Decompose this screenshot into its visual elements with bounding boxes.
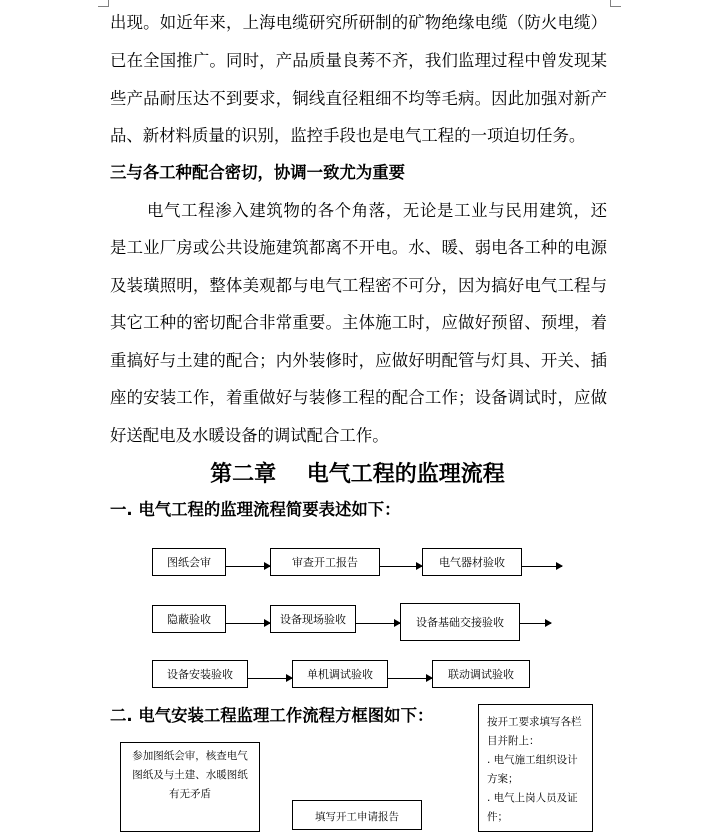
flow-step-concealed-acceptance: 隐蔽验收 bbox=[152, 605, 226, 633]
frame-box-line: 有无矛盾 bbox=[169, 788, 211, 800]
paragraph-line: 电气工程渗入建筑物的各个角落，无论是工业与民用建筑，还 bbox=[147, 201, 607, 220]
paragraph-line: 已在全国推广。同时，产品质量良莠不齐，我们监理过程中曾发现某 bbox=[110, 51, 607, 70]
page-corner-mark-left bbox=[98, 0, 109, 7]
frame-box-line: 图纸及与土建、水暖图纸 bbox=[132, 769, 248, 781]
flow-arrow bbox=[226, 566, 270, 567]
flow-step-install-acceptance: 设备安装验收 bbox=[152, 660, 248, 688]
flow-step-onsite-acceptance: 设备现场验收 bbox=[270, 605, 356, 633]
paragraph-line: 是工业厂房或公共设施建筑都离不开电。水、暖、弱电各工种的电源 bbox=[110, 238, 607, 257]
section-heading-two: 二. 电气安装工程监理工作流程方框图如下： bbox=[110, 706, 434, 725]
frame-box-line: 件； bbox=[487, 811, 508, 823]
page-corner-mark-right bbox=[610, 0, 621, 7]
frame-box-line: 方案； bbox=[487, 773, 519, 785]
flow-step-linked-test: 联动调试验收 bbox=[432, 660, 530, 688]
flow-arrow bbox=[380, 566, 422, 567]
frame-box-start-application: 填写开工申请报告 bbox=[292, 800, 422, 830]
frame-box-line: 目并附上： bbox=[487, 735, 540, 747]
section-heading-three: 三与各工种配合密切，协调一致尤为重要 bbox=[110, 163, 406, 182]
flow-arrow bbox=[388, 678, 432, 679]
paragraph-line: 其它工种的密切配合非常重要。主体施工时，应做好预留、预埋，着 bbox=[110, 313, 607, 332]
frame-box-start-requirements bbox=[478, 704, 593, 832]
chapter-title: 第二章 电气工程的监理流程 bbox=[210, 461, 505, 487]
flow-step-foundation-handover: 设备基础交接验收 bbox=[400, 603, 520, 641]
paragraph-line: 重搞好与土建的配合；内外装修时，应做好明配管与灯具、开关、插 bbox=[110, 351, 607, 370]
flow-arrow bbox=[522, 566, 562, 567]
paragraph-line: 出现。如近年来，上海电缆研究所研制的矿物绝缘电缆（防火电缆） bbox=[110, 13, 607, 32]
frame-box-drawing-review bbox=[120, 742, 260, 832]
flow-step-review-start-report: 审查开工报告 bbox=[270, 548, 380, 576]
flow-step-single-test: 单机调试验收 bbox=[292, 660, 388, 688]
paragraph-line: 好送配电及水暖设备的调试配合工作。 bbox=[110, 426, 389, 445]
frame-box-line: . 电气施工组织设计 bbox=[487, 754, 578, 766]
frame-box-line: 按开工要求填写各栏 bbox=[487, 716, 582, 728]
flow-arrow bbox=[356, 623, 400, 624]
paragraph-line: 品、新材料质量的识别，监控手段也是电气工程的一项迫切任务。 bbox=[110, 126, 586, 145]
flow-step-drawing-review: 图纸会审 bbox=[152, 548, 226, 576]
frame-box-line: . 电气上岗人员及证 bbox=[487, 792, 578, 804]
flow-arrow bbox=[248, 678, 292, 679]
paragraph-line: 及装璜照明，整体美观都与电气工程密不可分，因为搞好电气工程与 bbox=[110, 276, 607, 295]
flow-arrow bbox=[520, 623, 551, 624]
frame-box-line: 参加图纸会审，核查电气 bbox=[132, 750, 248, 762]
flow-step-equipment-acceptance: 电气器材验收 bbox=[422, 548, 522, 576]
paragraph-line: 座的安装工作，着重做好与装修工程的配合工作；设备调试时，应做 bbox=[110, 388, 607, 407]
section-heading-one: 一. 电气工程的监理流程简要表述如下： bbox=[110, 500, 401, 519]
flow-arrow bbox=[226, 623, 270, 624]
paragraph-line: 些产品耐压达不到要求，铜线直径粗细不均等毛病。因此加强对新产 bbox=[110, 89, 607, 108]
